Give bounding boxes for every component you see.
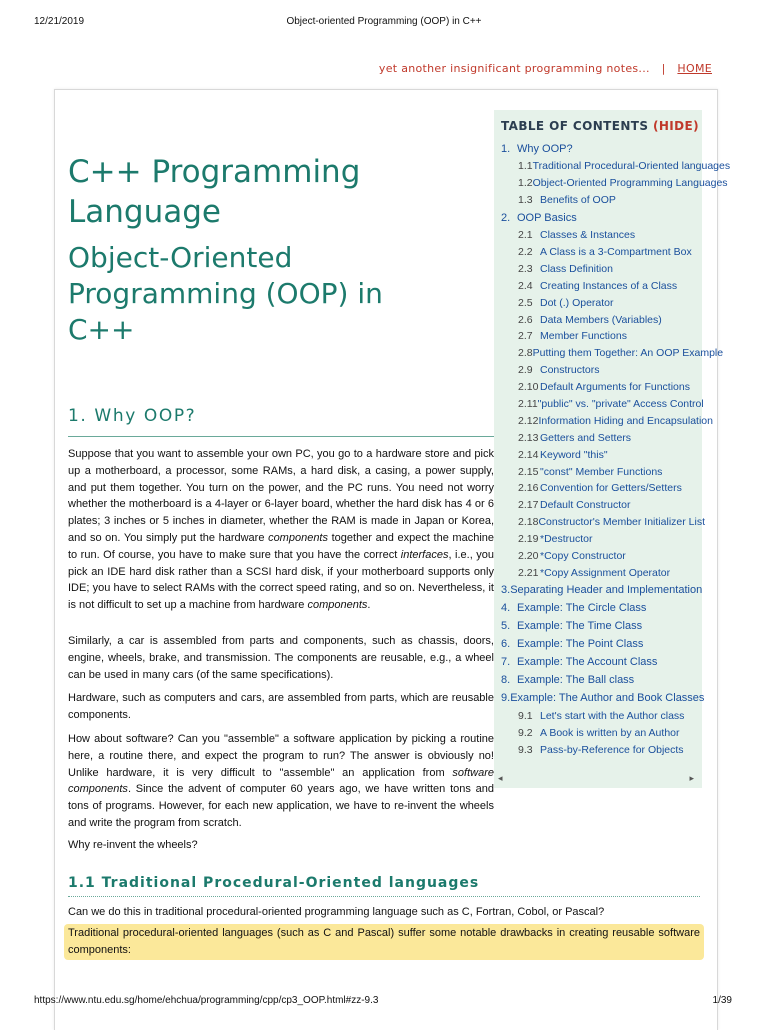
toc-item-label[interactable]: Class Definition [540, 262, 613, 275]
toc-item-label[interactable]: Example: The Circle Class [517, 602, 647, 615]
section-heading-traditional: 1.1 Traditional Procedural-Oriented languages [68, 875, 480, 891]
toc-list [494, 140, 731, 758]
toc-heading [501, 119, 699, 133]
toc-item-label[interactable]: Constructor's Member Initializer List [538, 516, 705, 529]
text-run: . [367, 599, 371, 612]
toc-item-label[interactable]: OOP Basics [517, 211, 577, 224]
toc-item-number: 9.2 [518, 726, 533, 739]
toc-item-number: 2.6 [518, 313, 533, 326]
highlighted-note: Traditional procedural-oriented languages (such as C and Pascal) suffer some notable drawbacks in creating reusable software components: [64, 924, 704, 960]
toc-item-label[interactable]: Keyword "this" [540, 448, 608, 461]
text-run: How about software? Can you "assemble" a software application by picking a routine here, a routine there, and expect the program to run? The answer is obviously no! Unlike hardware, it is very difficult to "assemble" an application from [68, 733, 494, 779]
toc-item[interactable] [494, 175, 728, 192]
toc-item-number: 2. [501, 211, 511, 224]
toc-item[interactable] [494, 497, 702, 514]
toc-item-number: 2.8 [518, 347, 533, 360]
toc-item[interactable] [494, 294, 702, 311]
toc-item-number: 9.3 [518, 743, 533, 756]
paragraph-car: Similarly, a car is assembled from parts and components, such as chassis, doors, engine, wheels, brake, and transmission. The components are reusable, e.g., a wheel can be used in many cars (of the same specifications). [68, 635, 494, 681]
toc-item[interactable] [494, 548, 702, 565]
toc-item[interactable] [494, 707, 702, 724]
toc-item-label[interactable]: Getters and Setters [540, 431, 632, 444]
toc-item-number: 6. [501, 638, 511, 651]
toc-item-number: 9. [501, 692, 511, 705]
toc-item-number: 2.21 [518, 566, 539, 579]
toc-item[interactable] [494, 362, 702, 379]
toc-item-label[interactable]: Separating Header and Implementation [510, 584, 703, 597]
toc-item[interactable] [494, 564, 702, 581]
toc-item-label[interactable]: Let's start with the Author class [540, 709, 685, 722]
toc-item-number: 2.7 [518, 330, 533, 343]
toc-item-number: 2.11 [518, 398, 538, 411]
toc-item-number: 3. [501, 584, 511, 597]
toc-item-label[interactable]: Constructors [540, 364, 600, 377]
print-url: https://www.ntu.edu.sg/home/ehchua/programming/cpp/cp3_OOP.html#zz-9.3 [34, 995, 379, 1006]
toc-item[interactable] [494, 617, 702, 635]
toc-item-label[interactable]: "const" Member Functions [540, 465, 663, 478]
toc-item-label[interactable]: Data Members (Variables) [540, 313, 662, 326]
toc-item[interactable] [494, 635, 702, 653]
toc-item[interactable] [494, 480, 702, 497]
toc-item-number: 2.18 [518, 516, 539, 529]
section-divider-dotted [68, 896, 700, 897]
text-run: Suppose that you want to assemble your own PC, you go to a hardware store and pick up a motherboard, a processor, some RAMs, a hard disk, a casing, a power supply, and put them together. You turn on the power, and the PC runs. You need not worry whether the motherboard is a 4-layer or 6-layer board, whether the hard disk has 4 or 6 plates; 3 inches or 5 inches in diameter, whether the RAM is made in Japan or Korea, and so on. You simply put the hardware [68, 448, 494, 544]
toc-item-number: 1. [501, 143, 511, 155]
toc-item[interactable] [494, 158, 731, 175]
toc-item-number: 2.20 [518, 550, 539, 563]
toc-item-number: 2.16 [518, 482, 539, 495]
toc-item-label[interactable]: A Class is a 3-Compartment Box [540, 246, 692, 258]
toc-item-label[interactable]: Creating Instances of a Class [540, 279, 678, 292]
toc-item-label[interactable]: Why OOP? [517, 143, 573, 155]
toc-item-number: 7. [501, 656, 511, 669]
toc-item[interactable] [494, 514, 705, 531]
toc-item[interactable] [494, 379, 702, 396]
toc-item[interactable] [494, 724, 702, 741]
toc-item-label[interactable]: A Book is written by an Author [540, 726, 680, 739]
toc-item[interactable] [494, 429, 702, 446]
toc-title: TABLE OF CONTENTS [501, 119, 649, 133]
toc-item-label[interactable]: "public" vs. "private" Access Control [537, 398, 704, 411]
toc-item-number: 2.5 [518, 296, 533, 309]
toc-item[interactable] [494, 311, 702, 328]
toc-item-number: 2.13 [518, 431, 539, 444]
toc-item-label[interactable]: Member Functions [540, 330, 627, 343]
toc-item[interactable] [494, 689, 705, 707]
page-title: C++ Programming Language [68, 154, 361, 230]
toc-item-number: 2.12 [518, 414, 539, 427]
emphasis-interfaces: interfaces [400, 548, 449, 561]
toc-item[interactable] [494, 227, 702, 244]
section-divider [68, 436, 494, 437]
toc-item[interactable] [494, 581, 702, 599]
toc-item-label[interactable]: *Destructor [540, 533, 593, 546]
emphasis-components: components [268, 531, 328, 544]
toc-item[interactable] [494, 260, 702, 277]
print-page-title: Object-oriented Programming (OOP) in C++ [286, 16, 482, 27]
toc-item-label[interactable]: Information Hiding and Encapsulation [538, 414, 713, 427]
site-tagline: yet another insignificant programming notes... [378, 62, 650, 75]
toc-item-number: 2.1 [518, 229, 533, 242]
top-nav [379, 62, 712, 75]
toc-item-label[interactable]: *Copy Assignment Operator [540, 566, 671, 579]
toc-item-label[interactable]: Default Arguments for Functions [540, 381, 690, 394]
toc-item-label[interactable]: Traditional Procedural-Oriented languages [532, 160, 731, 173]
print-page-number: 1/39 [712, 995, 732, 1006]
toc-item-label[interactable]: Default Constructor [540, 499, 631, 512]
table-of-contents [494, 110, 731, 788]
toc-item[interactable] [494, 412, 713, 429]
text-run: . Since the advent of computer 60 years ago, we have written tons and tons of programs. However, for each new application, we have to re-invent the wheels and write the program from scratch. [68, 783, 494, 829]
toc-item-label[interactable]: Object-Oriented Programming Languages [532, 177, 728, 190]
emphasis-software-components: software components [68, 766, 494, 796]
text-run: , i.e., you pick an IDE hard disk rather than a SCSI hard disk, if your motherboard supports only IDE; you have to select RAMs with the correct speed rating, and so on. Nevertheless, it is not difficult to set up a machine from hardware [68, 548, 494, 612]
toc-item-number: 2.17 [518, 499, 539, 512]
toc-item-number: 2.10 [518, 381, 539, 394]
section-heading-why-oop: 1. Why OOP? [68, 406, 197, 426]
toc-item-label[interactable]: Classes & Instances [540, 229, 636, 242]
nav-separator: | [661, 62, 666, 75]
scroll-left-arrow-icon[interactable]: ◂ [498, 773, 503, 783]
toc-item[interactable] [494, 328, 702, 345]
toc-item-label[interactable]: Example: The Author and Book Classes [510, 692, 705, 705]
toc-item-label[interactable]: Convention for Getters/Setters [540, 482, 682, 495]
toc-item-number: 2.2 [518, 246, 533, 258]
toc-item[interactable] [494, 140, 702, 158]
toc-item-label[interactable]: Example: The Point Class [517, 638, 644, 651]
toc-item[interactable] [494, 345, 724, 362]
toc-item-number: 8. [501, 674, 511, 687]
scroll-right-arrow-icon[interactable]: ▸ [689, 773, 694, 783]
toc-item-label[interactable]: Example: The Time Class [517, 620, 643, 633]
toc-item-label[interactable]: Example: The Account Class [517, 656, 658, 669]
toc-item[interactable] [494, 599, 702, 617]
emphasis-components: components [307, 599, 368, 612]
toc-horizontal-scrollbar[interactable] [494, 772, 702, 788]
toc-item-number: 1.2 [518, 177, 533, 190]
paragraph-procedural-question: Can we do this in traditional procedural-oriented programming language such as C, Fortran, Cobol, or Pascal? [68, 906, 605, 918]
toc-item-number: 9.1 [518, 709, 533, 722]
toc-item-number: 2.14 [518, 448, 539, 461]
paragraph-hardware: Hardware, such as computers and cars, are assembled from parts, which are reusable components. [68, 692, 494, 721]
toc-item-number: 1.1 [518, 160, 533, 173]
toc-item[interactable] [494, 209, 702, 227]
toc-item-number: 2.19 [518, 533, 539, 546]
page-subtitle: Object-Oriented Programming (OOP) in C++ [68, 241, 383, 346]
toc-item[interactable] [494, 531, 702, 548]
toc-item[interactable] [494, 653, 702, 671]
toc-item-number: 2.15 [518, 465, 539, 478]
toc-item-number: 2.3 [518, 262, 533, 275]
toc-item[interactable] [494, 244, 702, 261]
toc-item-label[interactable]: *Copy Constructor [540, 550, 626, 563]
toc-item-number: 2.9 [518, 364, 533, 377]
toc-item[interactable] [494, 192, 702, 209]
toc-item-number: 1.3 [518, 194, 533, 207]
toc-item[interactable] [494, 446, 702, 463]
print-date: 12/21/2019 [34, 16, 85, 27]
paragraph-software [68, 731, 494, 832]
toc-item-label[interactable]: Pass-by-Reference for Objects [540, 743, 684, 756]
toc-item-label[interactable]: Putting them Together: An OOP Example [532, 347, 724, 360]
toc-item-label[interactable]: Dot (.) Operator [540, 296, 614, 309]
toc-item-number: 4. [501, 602, 511, 615]
text-run: together and expect the machine to run. Of course, you have to make sure that you have the correct [68, 531, 495, 561]
paragraph-assemble-pc [68, 446, 494, 614]
toc-hide-toggle[interactable]: (HIDE) [652, 119, 700, 133]
paragraph-reinvent: Why re-invent the wheels? [68, 839, 198, 851]
toc-item[interactable] [494, 396, 702, 413]
toc-item-label[interactable]: Example: The Ball class [517, 674, 635, 687]
toc-item-label[interactable]: Benefits of OOP [540, 194, 616, 207]
toc-item[interactable] [494, 463, 702, 480]
toc-item[interactable] [494, 277, 702, 294]
toc-item[interactable] [494, 741, 702, 758]
toc-item-number: 2.4 [518, 279, 533, 292]
toc-item[interactable] [494, 671, 702, 689]
home-link[interactable]: HOME [677, 62, 712, 75]
toc-item-number: 5. [501, 620, 511, 633]
